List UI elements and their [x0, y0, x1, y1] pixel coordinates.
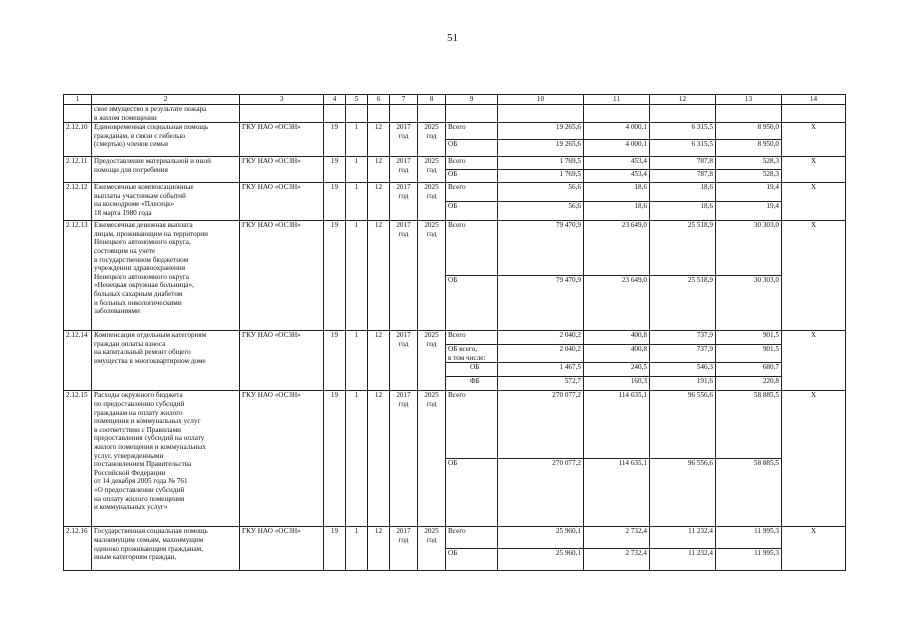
col-14-mark: Х	[782, 527, 846, 571]
start-year: 2017	[396, 183, 411, 192]
total-amount: 2 040,2	[498, 331, 584, 345]
column-number-2: 2	[92, 95, 240, 105]
col-4-value: 19	[324, 157, 346, 183]
col-14-mark: Х	[782, 123, 846, 157]
year-1-amount: 114 635,1	[584, 391, 650, 459]
year-1-amount: 4 000,1	[584, 140, 650, 157]
table-body	[64, 95, 846, 571]
col-6-value: 12	[368, 331, 390, 391]
year-3-amount: 11 995,3	[716, 527, 782, 549]
total-amount: 270 077,2	[498, 459, 584, 527]
column-number-4: 4	[324, 95, 346, 105]
year-3-amount: 58 885,5	[716, 391, 782, 459]
year-1-amount: 18,6	[584, 202, 650, 221]
total-amount: 1 769,5	[498, 157, 584, 170]
start-year-unit: год	[398, 535, 409, 544]
row-title: Предоставление материальной и иной помощи для погребения	[92, 157, 240, 183]
col-6-value: 12	[368, 157, 390, 183]
year-1-amount: 18,6	[584, 183, 650, 202]
col-14-mark: Х	[782, 157, 846, 183]
end-year-cell	[418, 183, 446, 221]
year-3-amount: 8 950,0	[716, 123, 782, 140]
col-6-value: 12	[368, 391, 390, 527]
start-year: 2017	[396, 331, 411, 340]
table-row	[64, 123, 846, 140]
year-2-amount: 787,8	[650, 170, 716, 183]
year-2-amount: 96 556,6	[650, 391, 716, 459]
year-1-amount: 2 732,4	[584, 549, 650, 571]
continuation-row	[64, 105, 846, 123]
col-5-value: 1	[346, 331, 368, 391]
year-1-amount: 2 732,4	[584, 527, 650, 549]
end-year-unit: год	[426, 535, 437, 544]
col-6-value: 12	[368, 123, 390, 157]
funding-source: ОБ	[446, 549, 498, 571]
funding-source: ОБ	[446, 170, 498, 183]
col-4-value: 19	[324, 331, 346, 391]
end-year-cell	[418, 527, 446, 571]
funding-source: Всего	[446, 221, 498, 276]
year-2-amount: 191,6	[650, 377, 716, 391]
start-year-unit: год	[398, 191, 409, 200]
total-amount: 25 960,1	[498, 549, 584, 571]
start-year: 2017	[396, 527, 411, 536]
end-year: 2025	[424, 183, 439, 192]
year-2-amount: 737,9	[650, 331, 716, 345]
start-year-unit: год	[398, 339, 409, 348]
col-14-mark: Х	[782, 391, 846, 527]
total-amount: 19 265,6	[498, 123, 584, 140]
col-4-value: 19	[324, 221, 346, 331]
start-year-unit: год	[398, 131, 409, 140]
start-year-cell	[390, 183, 418, 221]
year-1-amount: 23 649,0	[584, 276, 650, 331]
end-year-cell	[418, 391, 446, 527]
column-number-8: 8	[418, 95, 446, 105]
funding-source: ОБ	[446, 140, 498, 157]
column-number-12: 12	[650, 95, 716, 105]
funding-source: Всего	[446, 527, 498, 549]
total-amount: 2 040,2	[498, 345, 584, 363]
year-1-amount: 240,5	[584, 363, 650, 377]
row-title: Расходы окружного бюджета по предоставлению субсидий гражданам на оплату жилого помещения и коммунальных услуг в соответствии с Правилами предоставления субсидий на оплату жилого помещения и коммунальных услуг, утвержденными постановлением Правительства Российской Федерации от 14 декабря 2005 года № 761 «О предоставлении субсидий на оплату жилого помещения и коммунальных услуг»	[92, 391, 240, 527]
col-5-value: 1	[346, 221, 368, 331]
end-year: 2025	[424, 221, 439, 230]
end-year: 2025	[424, 331, 439, 340]
col-5-value: 1	[346, 391, 368, 527]
start-year: 2017	[396, 391, 411, 400]
column-number-1: 1	[64, 95, 92, 105]
end-year: 2025	[424, 157, 439, 166]
page-number: 51	[447, 32, 458, 44]
year-2-amount: 25 518,9	[650, 276, 716, 331]
row-title: Государственная социальная помощь малоимущим семьям, малоимущим одиноко проживающим гражданам, иным категориям граждан,	[92, 527, 240, 571]
column-number-row	[64, 95, 846, 105]
col-5-value: 1	[346, 527, 368, 571]
year-2-amount: 18,6	[650, 183, 716, 202]
total-amount: 1 769,5	[498, 170, 584, 183]
code-cell	[64, 105, 92, 123]
executor-org: ГКУ НАО «ОСЗН»	[240, 331, 324, 391]
row-code: 2.12.13	[64, 221, 92, 331]
continuation-text: свое имущество в результате пожара в жилом помещении	[92, 105, 240, 123]
row-code: 2.12.10	[64, 123, 92, 157]
year-3-amount: 11 995,3	[716, 549, 782, 571]
year-3-amount: 528,3	[716, 157, 782, 170]
column-number-6: 6	[368, 95, 390, 105]
column-number-13: 13	[716, 95, 782, 105]
year-3-amount: 901,5	[716, 331, 782, 345]
col-6-value: 12	[368, 527, 390, 571]
year-1-amount: 453,4	[584, 170, 650, 183]
row-code: 2.12.11	[64, 157, 92, 183]
end-year-cell	[418, 331, 446, 391]
start-year-unit: год	[398, 229, 409, 238]
year-2-amount: 787,8	[650, 157, 716, 170]
executor-org: ГКУ НАО «ОСЗН»	[240, 221, 324, 331]
program-table	[63, 94, 846, 571]
col-5-value: 1	[346, 183, 368, 221]
funding-source: Всего	[446, 331, 498, 345]
row-code: 2.12.15	[64, 391, 92, 527]
funding-source: Всего	[446, 183, 498, 202]
start-year: 2017	[396, 221, 411, 230]
col-4-value: 19	[324, 527, 346, 571]
table-row	[64, 527, 846, 549]
executor-org: ГКУ НАО «ОСЗН»	[240, 123, 324, 157]
year-1-amount: 160,3	[584, 377, 650, 391]
start-year-cell	[390, 157, 418, 183]
end-year-unit: год	[426, 165, 437, 174]
executor-org: ГКУ НАО «ОСЗН»	[240, 391, 324, 527]
executor-org: ГКУ НАО «ОСЗН»	[240, 157, 324, 183]
year-2-amount: 96 556,6	[650, 459, 716, 527]
end-year-cell	[418, 123, 446, 157]
total-amount: 25 960,1	[498, 527, 584, 549]
row-code: 2.12.12	[64, 183, 92, 221]
year-3-amount: 58 885,5	[716, 459, 782, 527]
table-row	[64, 331, 846, 345]
year-2-amount: 11 232,4	[650, 549, 716, 571]
year-1-amount: 453,4	[584, 157, 650, 170]
table-row	[64, 157, 846, 170]
start-year-cell	[390, 391, 418, 527]
funding-source: Всего	[446, 391, 498, 459]
year-2-amount: 6 315,5	[650, 140, 716, 157]
year-1-amount: 114 635,1	[584, 459, 650, 527]
year-3-amount: 30 303,0	[716, 276, 782, 331]
year-2-amount: 18,6	[650, 202, 716, 221]
col-5-value: 1	[346, 123, 368, 157]
funding-source: ОБ	[446, 459, 498, 527]
year-3-amount: 8 950,0	[716, 140, 782, 157]
year-1-amount: 4 000,1	[584, 123, 650, 140]
year-1-amount: 400,8	[584, 331, 650, 345]
year-3-amount: 220,8	[716, 377, 782, 391]
end-year-unit: год	[426, 229, 437, 238]
column-number-3: 3	[240, 95, 324, 105]
col-4-value: 19	[324, 123, 346, 157]
end-year: 2025	[424, 391, 439, 400]
col-4-value: 19	[324, 391, 346, 527]
year-2-amount: 11 232,4	[650, 527, 716, 549]
year-1-amount: 23 649,0	[584, 221, 650, 276]
executor-org: ГКУ НАО «ОСЗН»	[240, 527, 324, 571]
row-code: 2.12.16	[64, 527, 92, 571]
year-2-amount: 546,3	[650, 363, 716, 377]
start-year-cell	[390, 331, 418, 391]
table-row	[64, 221, 846, 276]
column-number-9: 9	[446, 95, 498, 105]
total-amount: 19 265,6	[498, 140, 584, 157]
col-6-value: 12	[368, 183, 390, 221]
col-14-mark: Х	[782, 221, 846, 331]
col-4-value: 19	[324, 183, 346, 221]
total-amount: 56,6	[498, 183, 584, 202]
column-number-5: 5	[346, 95, 368, 105]
funding-source: ФБ	[446, 377, 498, 391]
start-year: 2017	[396, 123, 411, 132]
executor-org: ГКУ НАО «ОСЗН»	[240, 183, 324, 221]
end-year-cell	[418, 221, 446, 331]
funding-source: ОБ	[446, 363, 498, 377]
start-year: 2017	[396, 157, 411, 166]
year-3-amount: 528,3	[716, 170, 782, 183]
end-year-unit: год	[426, 131, 437, 140]
col-14-mark: Х	[782, 331, 846, 391]
year-1-amount: 400,8	[584, 345, 650, 363]
funding-source: Всего	[446, 157, 498, 170]
year-2-amount: 6 315,5	[650, 123, 716, 140]
end-year-cell	[418, 157, 446, 183]
end-year-unit: год	[426, 339, 437, 348]
total-amount: 56,6	[498, 202, 584, 221]
funding-source: ОБ	[446, 202, 498, 221]
table-row	[64, 183, 846, 202]
column-number-14: 14	[782, 95, 846, 105]
column-number-11: 11	[584, 95, 650, 105]
total-amount: 1 467,5	[498, 363, 584, 377]
row-title: Ежемесячные компенсационные выплаты участникам событий на космодроме «Плесецк» 18 марта 1980 года	[92, 183, 240, 221]
end-year-unit: год	[426, 191, 437, 200]
col-6-value: 12	[368, 221, 390, 331]
end-year-unit: год	[426, 399, 437, 408]
row-title: Ежемесячная денежная выплата лицам, проживающим на территории Ненецкого автономного округа, состоящим на учете в государственном бюджетном учреждении здравоохранения Ненецкого автономного округа «Ненецкая окружная больница», больных сахарным диабетом и больных онкологическими заболеваниями	[92, 221, 240, 331]
column-number-10: 10	[498, 95, 584, 105]
year-3-amount: 19,4	[716, 183, 782, 202]
total-amount: 572,7	[498, 377, 584, 391]
col-5-value: 1	[346, 157, 368, 183]
table-row	[64, 391, 846, 459]
row-title: Единовременная социальная помощь гражданам, в связи с гибелью (смертью) членов семьи	[92, 123, 240, 157]
year-2-amount: 737,9	[650, 345, 716, 363]
funding-source: ОБ всего, в том числе:	[446, 345, 498, 363]
year-3-amount: 901,5	[716, 345, 782, 363]
start-year-cell	[390, 123, 418, 157]
end-year: 2025	[424, 527, 439, 536]
column-number-7: 7	[390, 95, 418, 105]
total-amount: 79 470,9	[498, 276, 584, 331]
end-year: 2025	[424, 123, 439, 132]
start-year-cell	[390, 527, 418, 571]
row-code: 2.12.14	[64, 331, 92, 391]
total-amount: 79 470,9	[498, 221, 584, 276]
funding-source: Всего	[446, 123, 498, 140]
col-14-mark: Х	[782, 183, 846, 221]
year-2-amount: 25 518,9	[650, 221, 716, 276]
start-year-unit: год	[398, 165, 409, 174]
year-3-amount: 19,4	[716, 202, 782, 221]
start-year-unit: год	[398, 399, 409, 408]
row-title: Компенсация отдельным категориям граждан оплаты взноса на капитальный ремонт общего имущества в многоквартирном доме	[92, 331, 240, 391]
total-amount: 270 077,2	[498, 391, 584, 459]
funding-source: ОБ	[446, 276, 498, 331]
start-year-cell	[390, 221, 418, 331]
year-3-amount: 680,7	[716, 363, 782, 377]
year-3-amount: 30 303,0	[716, 221, 782, 276]
